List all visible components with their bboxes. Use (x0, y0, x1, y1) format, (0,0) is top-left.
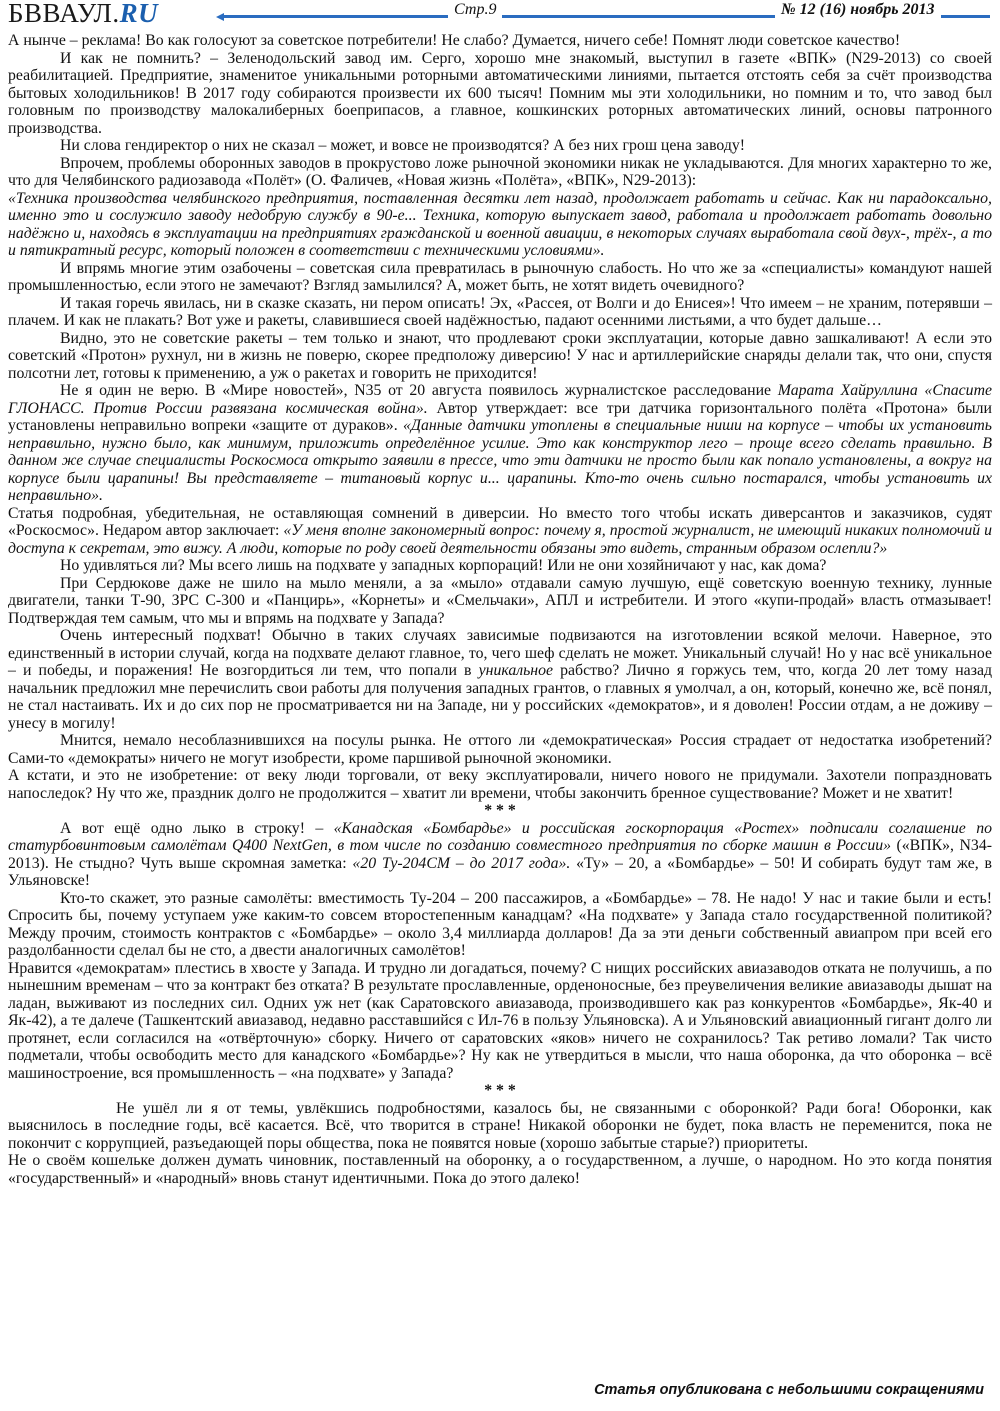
site-logo[interactable] (8, 0, 158, 27)
section-separator (8, 1082, 992, 1100)
article-paragraph (8, 1100, 992, 1153)
article-body (8, 32, 992, 1187)
paragraph-text: * * * (484, 802, 516, 819)
paragraph-text: А вот ещё одно лыко в строку! – (60, 819, 334, 837)
logo-suffix-text: RU (119, 0, 159, 28)
article-paragraph (8, 767, 992, 802)
paragraph-text: Автор утверждает: все три датчика горизонтального полёта «Протона» были установлены неправильно вопреки «защите от дураков». (8, 399, 992, 434)
publication-note: Статья опубликована с небольшими сокращениями (594, 1382, 984, 1398)
paragraph-text: Ни слова гендиректор о них не сказал – может, и вовсе не производятся? А без них грош цена заводу! (60, 137, 746, 154)
page-header (0, 0, 1000, 26)
article-paragraph (8, 32, 992, 50)
quote-text: «Данные датчики утоплены в специальные ниши на корпусе – чтобы их установить неправильно, нужно было, как минимум, приложить определённое усилие. Это как конструктор лего – проще всего сделать правильно. В данном же случае специалисты Роскосмоса открыто заявили в прессе, что эти датчики не просто были как попало установлены, а вокруг на корпусе были царапины! Вы представляете – титановый корпус и... царапины. Кто-то очень сильно постарался, чтобы установить их неправильно». (8, 417, 992, 504)
article-paragraph (8, 1152, 992, 1187)
article-paragraph (8, 260, 992, 295)
paragraph-text: («ВПК», N34-2013). Не стыдно? Чуть выше скромная заметка: (8, 837, 992, 872)
paragraph-text: Кто-то скажет, это разные самолёты: вместимость Ту-204 – 200 пассажиров, а «Бомбардье» – 78. Не надо! У нас и такие были и есть! Спросить бы, почему уступаем уже каким-то совсем второстепенным канадцам? «На подхвате» у Запада стало государственной политикой? Между прочим, стоимость контрактов с «Бомбардье» – около 3,4 миллиарда долларов! Да за эти деньги собственный авиапром при всей его раздолбанности сделал бы не сто, а двести аналогичных самолётов! (8, 889, 992, 959)
article-paragraph (8, 820, 992, 890)
paragraph-text: рабство? Лично я горжусь тем, что, когда 20 лет тому назад начальник предложил мне перечислить свои работы для получения западных грантов, о главных я умолчал, а он, который, конечно же, всё понял, не стал настаивать. Их и до сих пор не просматривается ни на Западе, ни у российских «демократов», и я доволен! России отдам, а не доживу – унесу в могилу! (8, 662, 992, 732)
paragraph-text: Но удивляться ли? Мы всего лишь на подхвате у западных корпораций! Или не они хозяйничают у нас, как дома? (60, 557, 827, 574)
quote-text: «Канадская «Бомбардье» и российская госкорпорация «Ростех» подписали соглашение по статурбовинтовым самолётам Q400 NextGen, в том числе по созданию совместного предприятия по сборке машин в России» (8, 819, 992, 854)
issue-info: № 12 (16) ноябрь 2013 (775, 1, 941, 19)
paragraph-text: И как не помнить? – Зеленодольский завод им. Серго, хорошо мне знакомый, выступил в газете «ВПК» (N29-2013) со своей реабилитацией. Предприятие, знаменитое уникальными роторными автоматическими линиями, пытается отстоять себя за счёт производства бытовых холодильников! В 2017 году собираются произвести их 600 тысяч! Помним мы эти холодильники, но помним и то, что завод был головным по производству малокалиберных боеприпасов, а главное, кошкинских роторных автоматических линий, основы патронного производства. (8, 49, 992, 137)
article-paragraph (8, 505, 992, 558)
article-paragraph (8, 137, 992, 155)
paragraph-text: И впрямь многие этим озабочены – советская сила превратилась в рыночную слабость. Но что же за «специалисты» командуют нашей промышленностью, если этого не замечают? Взгляд замылился? А, может быть, не хотят видеть очевидного? (8, 259, 992, 294)
article-paragraph (8, 960, 992, 1083)
article-paragraph (8, 732, 992, 767)
paragraph-text: Видно, это не советские ракеты – тем только и знают, что продлевают сроки эксплуатации, которые давно зашкаливают! А если это советский «Протон» рухнул, ни в жизнь не поверю, скорее предположу диверсию! У нас и артиллерийские снаряды делали так, что они, спустя полсотни лет, готовы к применению, а уж о ракетах и говорить не приходится! (8, 329, 992, 382)
paragraph-text: Статья подробная, убедительная, не оставляющая сомнений в диверсии. Но вместо того чтобы искать диверсантов и заказчиков, судят «Роскосмос». Недаром автор заключает: (8, 504, 992, 539)
quote-text: «У меня вполне закономерный вопрос: почему я, простой журналист, не имеющий никаких полномочий и доступа к секретам, это вижу. А люди, которые по роду своей деятельности обязаны это видеть, странным образом ослепли?» (8, 522, 992, 557)
quote-text: «Техника производства челябинского предприятия, поставленная десятки лет назад, продолжает работать и сейчас. Как ни парадоксально, именно это и сослужило заводу недобрую службу в 90-е... Техника, которую выпускает завод, работала и продолжает работать довольно надёжно и, находясь в эксплуатации на предприятиях гражданской и военной авиации, в некоторых случаях выработала свой двух-, трёх-, а то и пятикратный ресурс, который положен в соответствии с техническими условиями». (8, 189, 992, 259)
quote-text: уникальное (478, 662, 554, 679)
article-paragraph (8, 50, 992, 138)
quote-text: «20 Ту-204СМ – до 2017 года». (352, 854, 571, 872)
paragraph-text: Не я один не верю. В «Мире новостей», N35 от 20 августа появилось журналистское расследование (60, 382, 778, 399)
paragraph-text: «Ту» – 20, а «Бомбардье» – 50! И собирать будут там же, в Ульяновске! (8, 854, 992, 889)
paragraph-text: Мнится, немало несоблазнившихся на посулы рынка. Не оттого ли «демократическая» Россия страдает от недостатка изобретений? Сами-то «демократы» ничего не могут изобрести, кроме паршивой рыночной экономики. (8, 732, 992, 767)
article-paragraph (8, 890, 992, 960)
logo-main-text: БВВАУЛ. (8, 0, 120, 28)
paragraph-text: Нравится «демократам» плестись в хвосте у Запада. И трудно ли догадаться, почему? С нищих российских авиазаводов отката не получишь, а по нынешним временам – что за контракт без отката? В результате прославленные, орденоносные, без преувеличения великие авиазаводы дышат на ладан, выживают из последних сил. Одних уж нет (как Саратовского авиазавода, производившего как раз конкурентов «Бомбардье», Як-40 и Як-42), а те далече (Ташкентский авиазавод, недавно расставшийся с Ил-76 в пользу Ульяновска). А и Ульяновский авиационный гигант долго ли протянет, если согласился на «отвёрточную» сборку. Ничего от саратовских «яков» ничего не сохранилось? Так ретиво ломали? Так чисто подметали, чтобы освободить место для канадского «Бомбардье»? Ну как не утвердиться в мысли, что наша оборонка, да что оборонка – всё машиностроение, вся промышленность – «на подхвате» у Запада? (8, 959, 992, 1082)
paragraph-text: Очень интересный подхват! Обычно в таких случаях зависимые подвизаются на изготовлении всякой мелочи. Наверное, это единственный в истории случай, когда на подхвате делают главное, то, чего шеф сделать не может. Уникальный случай! Но у нас всё уникальное – и победы, и поражения! Не возгордиться ли тем, что попали в (8, 627, 992, 679)
article-paragraph (8, 295, 992, 330)
article-paragraph (8, 190, 992, 260)
paragraph-text: * * * (484, 1082, 516, 1099)
article-paragraph (8, 382, 992, 505)
paragraph-text: Впрочем, проблемы оборонных заводов в прокрустово ложе рыночной экономики никак не укладываются. Для многих характерно то же, что для Челябинского радиозавода «Полёт» (О. Фаличев, «Новая жизнь «Полёта», «ВПК», N29-2013): (8, 154, 992, 189)
paragraph-text: А нынче – реклама! Во как голосуют за советское потребители! Не слабо? Думается, ничего себе! Помнят люди советское качество! (8, 32, 901, 49)
page-number: Стр.9 (448, 1, 502, 19)
article-paragraph (8, 330, 992, 383)
quote-text: Марата Хайруллина «Спасите ГЛОНАСС. Против России развязана космическая война». (8, 382, 992, 417)
paragraph-text: При Сердюкове даже не шило на мыло меняли, а за «мыло» отдавали самую лучшую, ещё советскую военную технику, лунные двигатели, танки Т-90, ЗРС С-300 и «Панцирь», «Корнеты» и «Смельчаки», АПЛ и истребители. И этого «купи-продай» власть отмазывает! Подтверждая тем самым, что мы и впрямь на подхвате у Запада? (8, 574, 992, 627)
paragraph-text: Не о своём кошельке должен думать чиновник, поставленный на оборонку, а о государственном, а лучше, о народном. Но это когда понятия «государственный» и «народный» вновь станут идентичными. Пока до этого далеко! (8, 1152, 992, 1187)
paragraph-text: А кстати, и это не изобретение: от веку люди торговали, от веку эксплуатировали, ничего нового не придумали. Захотели попраздновать напоследок? Ну что же, праздник долго не продолжится – хватит ли времени, чтобы закончить бренное существование? Может и не хватит! (8, 767, 992, 802)
paragraph-text: И такая горечь явилась, ни в сказке сказать, ни пером описать! Эх, «Рассея, от Волги и до Енисея»! Что имеем – не храним, потерявши – плачем. И как не плакать? Вот уже и ракеты, славившиеся своей надёжностью, падают осенними листьями, а что будет дальше… (8, 294, 992, 329)
article-paragraph (8, 627, 992, 732)
article-paragraph (8, 557, 992, 575)
article-paragraph (8, 155, 992, 190)
section-separator (8, 802, 992, 820)
paragraph-text: Не ушёл ли я от темы, увлёкшись подробностями, казалось бы, не связанными с оборонкой? Ради бога! Оборонки, как выяснилось в последние годы, всё касается. Всё, что творится в стране! Никакой оборонки не будет, пока власть не переменится, пока не покончит с коррупцией, разъедающей поры общества, пока не появятся новые (хорошо забытые старые?) приоритеты. (8, 1099, 992, 1152)
article-paragraph (8, 575, 992, 628)
